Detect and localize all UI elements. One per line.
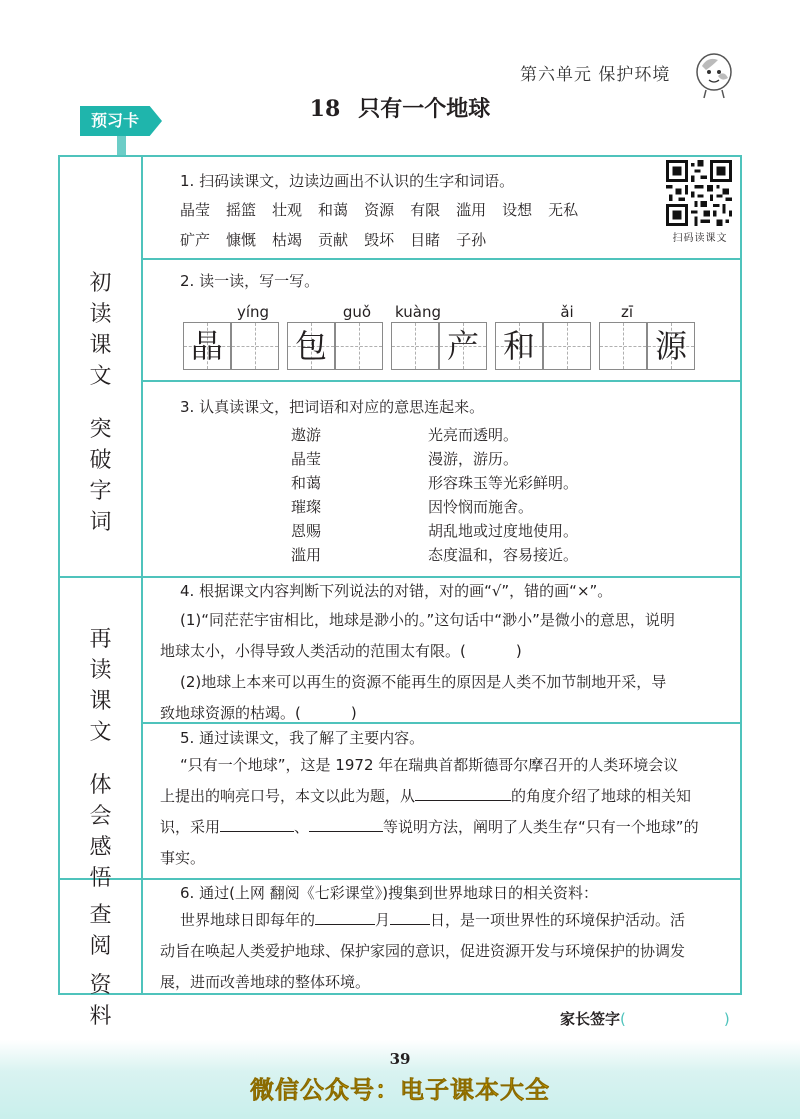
page-number: 39 <box>389 1050 411 1068</box>
fill-blank[interactable] <box>220 817 294 832</box>
tianzige-cell <box>647 322 695 370</box>
pinyin-3: kuàng <box>395 303 441 321</box>
pinyin-1: yíng <box>236 303 270 321</box>
question-3-title: 3. 认真读课文，把词语和对应的意思连起来。 <box>180 398 485 416</box>
section-divider <box>58 576 742 578</box>
qr-code-icon[interactable] <box>666 160 732 226</box>
lesson-number: 18 <box>309 96 341 122</box>
match-meaning[interactable]: 态度温和，容易接近。 <box>428 546 579 564</box>
tianzige-cell[interactable] <box>391 322 439 370</box>
fill-blank[interactable] <box>309 817 383 832</box>
unit-title: 第六单元 保护环境 <box>520 65 671 85</box>
tianzige-cell[interactable] <box>599 322 647 370</box>
section-label-research: 查 阅 资 料 <box>89 903 112 1029</box>
match-word[interactable]: 滥用 <box>291 546 322 564</box>
lesson-name: 只有一个地球 <box>358 96 491 122</box>
qr-caption: 扫码读课文 <box>672 233 728 244</box>
tianzige-cell[interactable] <box>335 322 383 370</box>
question-5-title: 5. 通过读课文，我了解了主要内容。 <box>180 729 425 747</box>
tianzige-cell <box>287 322 335 370</box>
question-5-paragraph: “只有一个地球”，这是 1972 年在瑞典首都斯德哥尔摩召开的人类环境会议 上提出的响亮口号，本文以此为题，从 的角度介绍了地球的相关知 识，采用 、 等说明方法，阐明了人类生存“只有一个地球”的 事实。 <box>160 756 699 867</box>
question-1-title: 1. 扫码读课文，边读边画出不认识的生字和词语。 <box>180 172 515 190</box>
word-list-row-2: 矿产 慷慨 枯竭 贡献 毁坏 目睹 子孙 <box>180 231 487 249</box>
tianzige-cell <box>183 322 231 370</box>
tianzige-cell[interactable] <box>231 322 279 370</box>
pinyin-5: zī <box>620 303 634 321</box>
match-word[interactable]: 和蔼 <box>291 474 322 492</box>
match-meaning[interactable]: 光亮而透明。 <box>428 426 519 444</box>
question-4-item-1: (1)“同茫茫宇宙相比，地球是渺小的。”这句话中“渺小”是微小的意思，说明 地球太小，小得导致人类活动的范围太有限。( ) <box>160 611 675 660</box>
match-meaning[interactable]: 形容珠玉等光彩鲜明。 <box>428 474 579 492</box>
tianzige-cell[interactable] <box>543 322 591 370</box>
row-divider <box>141 258 742 260</box>
tianzige-cell <box>439 322 487 370</box>
match-meaning[interactable]: 因怜悯而施舍。 <box>428 498 534 516</box>
word-list-row-1: 晶莹 摇篮 壮观 和蔼 资源 有限 滥用 设想 无私 <box>180 201 579 219</box>
section-divider <box>58 878 742 880</box>
given-character: 源 <box>654 327 687 365</box>
match-word[interactable]: 璀璨 <box>291 498 322 516</box>
pinyin-4: ǎi <box>560 303 574 321</box>
given-character: 包 <box>294 327 327 365</box>
month-blank[interactable] <box>315 910 375 925</box>
question-4-item-2: (2)地球上本来可以再生的资源不能再生的原因是人类不加节制地开采，导 致地球资源的枯竭。( ) <box>160 673 667 722</box>
fill-blank[interactable] <box>415 786 511 801</box>
question-6-title: 6. 通过(上网 翻阅《七彩课堂》)搜集到世界地球日的相关资料： <box>180 884 599 902</box>
question-6-paragraph: 世界地球日即每年的 月 日，是一项世界性的环境保护活动。活 动旨在唤起人类爱护地球、保护家园的意识，促进资源开发与环境保护的协调发 展，进而改善地球的整体环境。 <box>160 911 686 991</box>
match-meaning[interactable]: 漫游，游历。 <box>428 450 519 468</box>
question-2-title: 2. 读一读，写一写。 <box>180 272 320 290</box>
parent-signature[interactable]: 家长签字( ) <box>560 1010 730 1028</box>
wechat-watermark: 微信公众号：电子课本大全 <box>250 1076 550 1104</box>
day-blank[interactable] <box>390 910 430 925</box>
row-divider <box>141 380 742 382</box>
given-character: 晶 <box>190 327 223 365</box>
given-character: 和 <box>502 327 535 365</box>
section-label-first-reading: 初 读 课 文 突 破 字 词 <box>89 271 112 535</box>
preview-card-label: 预习卡 <box>90 111 139 130</box>
question-4-title: 4. 根据课文内容判断下列说法的对错，对的画“√”，错的画“×”。 <box>180 582 613 600</box>
lesson-title <box>0 92 800 123</box>
pinyin-2: guǒ <box>342 303 372 321</box>
tianzige-cell <box>495 322 543 370</box>
match-meaning[interactable]: 胡乱地或过度地使用。 <box>428 522 579 540</box>
given-character: 产 <box>446 327 479 365</box>
match-word[interactable]: 遨游 <box>291 426 322 444</box>
match-word[interactable]: 晶莹 <box>291 450 322 468</box>
section-label-second-reading: 再 读 课 文 体 会 感 悟 <box>89 627 112 891</box>
match-word[interactable]: 恩赐 <box>291 522 322 540</box>
column-divider <box>141 155 143 995</box>
